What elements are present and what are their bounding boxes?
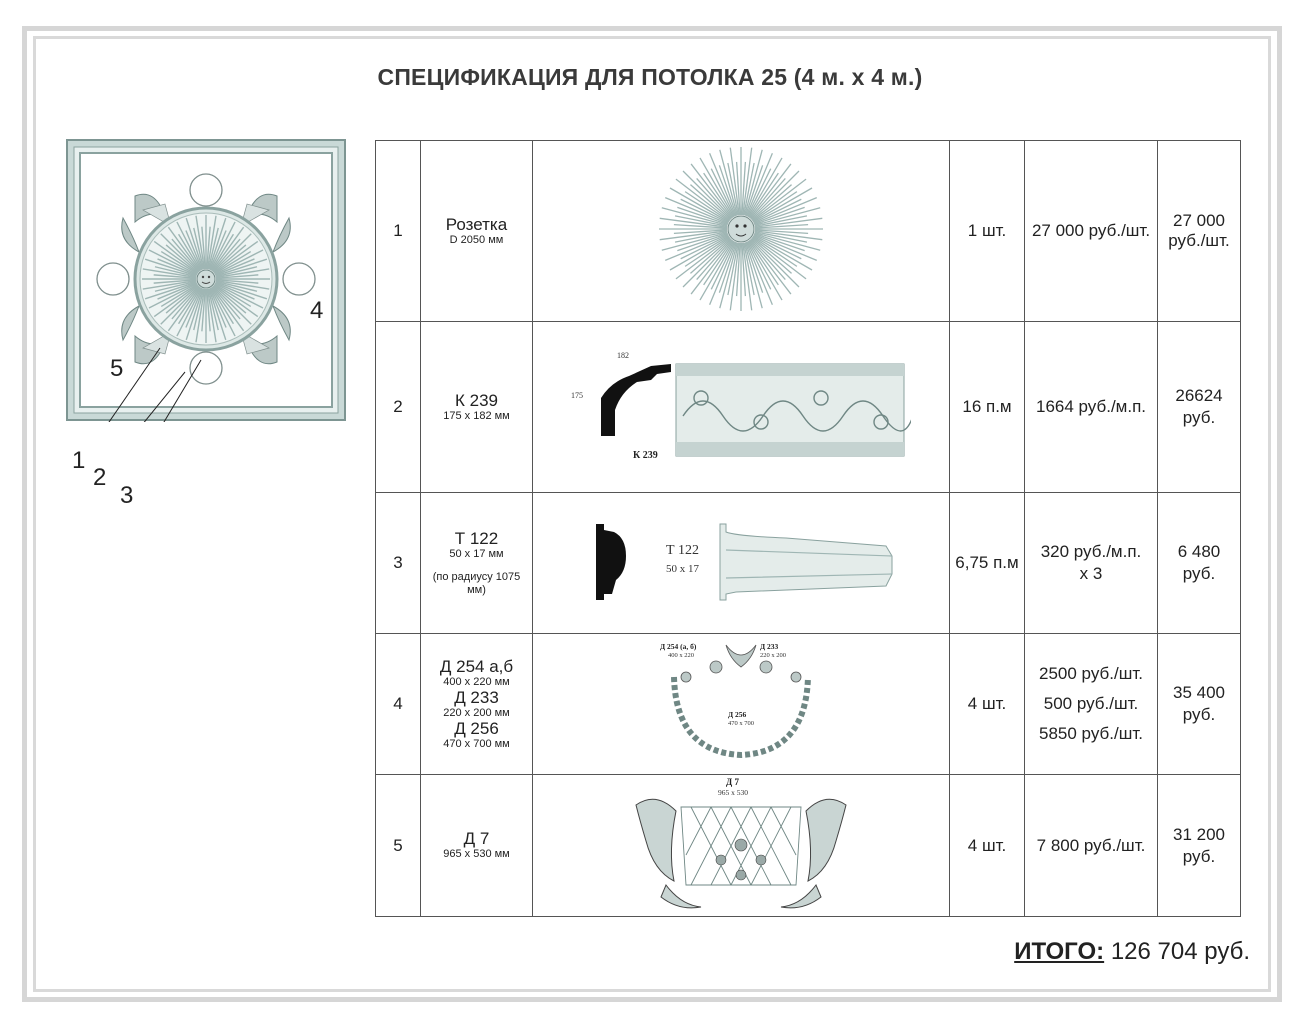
row-number: 1 (376, 141, 421, 322)
item-size: 220 х 200 мм (443, 706, 510, 719)
item-name: К 239 (455, 390, 498, 410)
item-image-cell (533, 634, 950, 775)
item-name-cell (421, 322, 533, 493)
item-price (1025, 322, 1158, 493)
item-total: 27 000 руб./шт. (1158, 141, 1241, 322)
garland-decor-icon (656, 637, 826, 767)
item-qty: 1 шт. (950, 141, 1025, 322)
image-label: 965 х 530 (718, 788, 748, 797)
image-label: Д 254 (а, б) (660, 641, 697, 651)
image-label: К 239 (633, 449, 658, 461)
item-total: 26624 руб. (1158, 322, 1241, 493)
price-line: 27 000 руб./шт. (1031, 221, 1151, 240)
rosette-sun-icon (656, 144, 826, 314)
table-row (376, 634, 1241, 775)
price-line: 320 руб./м.п. х 3 (1040, 542, 1142, 583)
lattice-decor-icon (626, 775, 856, 911)
table-row (376, 141, 1241, 322)
item-note: (по радиусу 1075 мм) (432, 570, 521, 596)
item-qty: 16 п.м (950, 322, 1025, 493)
row-number: 5 (376, 775, 421, 917)
total-label: ИТОГО: (1014, 938, 1105, 965)
item-total: 35 400 руб. (1158, 634, 1241, 775)
row-number: 2 (376, 322, 421, 493)
image-label: Т 122 (666, 542, 700, 558)
image-label: Д 256 (728, 709, 747, 719)
image-label: 400 х 220 (668, 651, 694, 659)
item-name-cell (421, 634, 533, 775)
item-size: 175 х 182 мм (443, 409, 510, 422)
ceiling-plan-icon (65, 138, 347, 422)
item-name-cell (421, 775, 533, 917)
price-line: 2500 руб./шт. (1039, 664, 1143, 683)
item-name: Д 233 (454, 687, 499, 707)
image-label: 175 (571, 390, 583, 400)
item-name: Т 122 (454, 528, 499, 548)
item-name: Розетка (445, 214, 508, 234)
price-line: 1664 руб./м.п. (1035, 397, 1147, 416)
item-size: 50 х 17 мм (449, 547, 504, 560)
item-name: Д 7 (463, 829, 490, 848)
callout-4: 4 (310, 297, 324, 324)
item-name: Д 256 (454, 718, 499, 738)
item-qty: 4 шт. (950, 775, 1025, 917)
item-size: 470 х 700 мм (443, 737, 510, 750)
item-total: 31 200 руб. (1158, 775, 1241, 917)
item-name-cell (421, 141, 533, 322)
table-row (376, 775, 1241, 917)
item-size: 400 х 220 мм (443, 675, 510, 688)
row-number: 3 (376, 493, 421, 634)
item-image-cell (533, 493, 950, 634)
table-row (376, 322, 1241, 493)
item-price (1025, 775, 1158, 917)
item-image-cell (533, 322, 950, 493)
total-value: 126 704 руб. (1110, 938, 1250, 965)
item-size: 965 х 530 мм (443, 848, 510, 860)
molding-profile-icon (586, 516, 896, 606)
callout-1: 1 (72, 447, 86, 474)
item-name: Д 254 а,б (439, 656, 514, 676)
ceiling-plan (65, 138, 347, 427)
item-total: 6 480 руб. (1158, 493, 1241, 634)
image-label: 50 х 17 (666, 562, 699, 575)
callout-5: 5 (110, 355, 124, 382)
row-number: 4 (376, 634, 421, 775)
price-line: 5850 руб./шт. (1039, 724, 1143, 743)
price-line: 500 руб./шт. (1043, 694, 1139, 713)
item-image-cell (533, 141, 950, 322)
grand-total (1014, 938, 1250, 966)
item-qty: 4 шт. (950, 634, 1025, 775)
item-price (1025, 493, 1158, 634)
callout-3: 3 (120, 482, 134, 509)
cornice-profile-icon (571, 346, 911, 464)
item-price (1025, 634, 1158, 775)
spec-table (375, 140, 1241, 917)
callout-2: 2 (93, 464, 107, 491)
image-label: Д 7 (726, 777, 739, 787)
image-label: 220 х 200 (760, 651, 786, 659)
item-size: D 2050 мм (449, 233, 504, 246)
price-line: 7 800 руб./шт. (1036, 835, 1146, 855)
image-label: 470 х 700 (728, 719, 754, 727)
item-price (1025, 141, 1158, 322)
page-title: СПЕЦИФИКАЦИЯ ДЛЯ ПОТОЛКА 25 (4 м. х 4 м.) (377, 64, 923, 90)
table-row (376, 493, 1241, 634)
item-name-cell (421, 493, 533, 634)
item-image-cell (533, 775, 950, 917)
item-qty: 6,75 п.м (950, 493, 1025, 634)
image-label: 182 (617, 350, 629, 360)
image-label: Д 233 (760, 641, 779, 651)
